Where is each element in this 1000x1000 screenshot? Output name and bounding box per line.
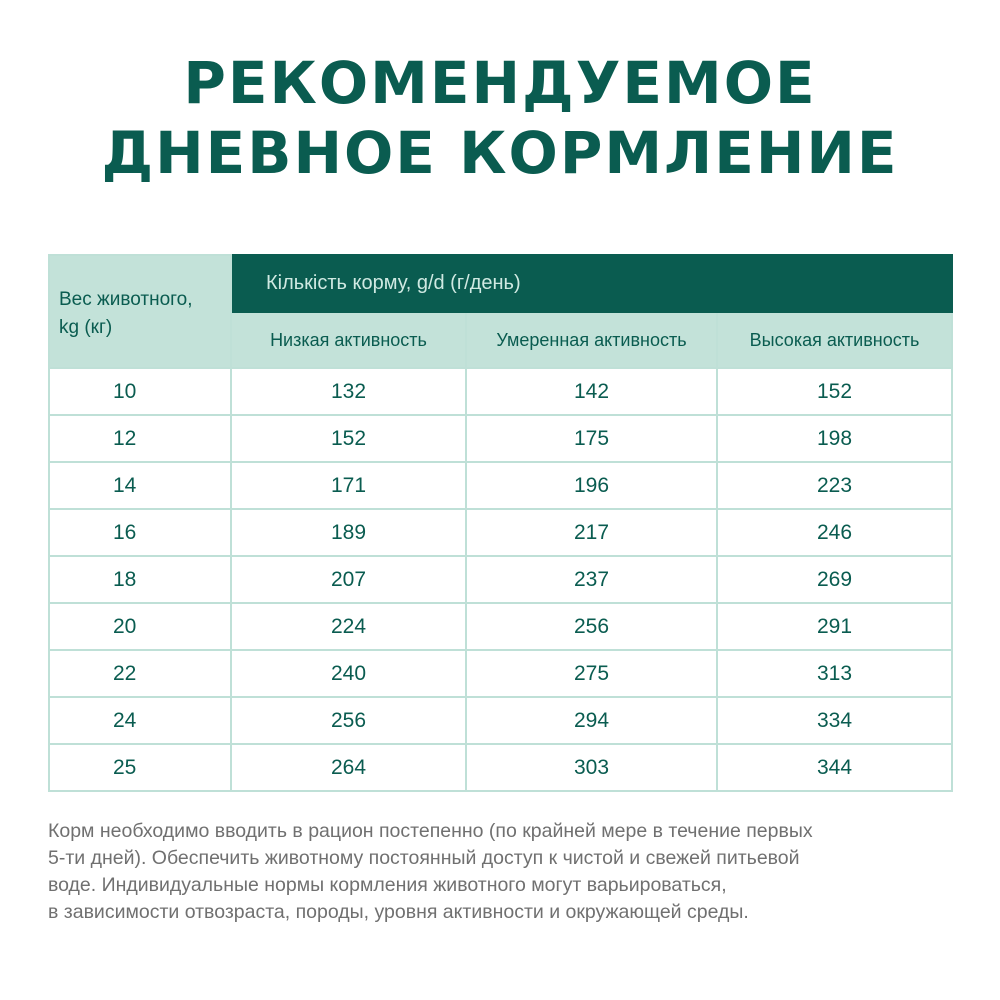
moderate-activity-cell: 275 [466,650,717,697]
high-activity-cell: 313 [717,650,952,697]
amount-group-header: Кількість корму, g/d (г/день) [231,255,952,312]
weight-cell: 25 [49,744,231,791]
moderate-activity-cell: 142 [466,368,717,415]
low-activity-header: Низкая активность [231,312,466,368]
page-title [0,48,1000,188]
table-header-row-top [49,255,952,312]
table-body [49,368,952,791]
high-activity-cell: 198 [717,415,952,462]
note-line-3: воде. Индивидуальные нормы кормления животного могут варьироваться, [48,874,727,896]
low-activity-cell: 189 [231,509,466,556]
high-activity-header: Высокая активность [717,312,952,368]
table-row [49,650,952,697]
moderate-activity-header: Умеренная активность [466,312,717,368]
weight-cell: 14 [49,462,231,509]
low-activity-cell: 207 [231,556,466,603]
low-activity-cell: 240 [231,650,466,697]
weight-cell: 22 [49,650,231,697]
high-activity-cell: 246 [717,509,952,556]
weight-cell: 24 [49,697,231,744]
note-line-2: 5-ти дней). Обеспечить животному постоянный доступ к чистой и свежей питьевой [48,847,800,869]
table-row [49,744,952,791]
weight-cell: 20 [49,603,231,650]
page-title-line-1: РЕКОМЕНДУЕМОЕ [183,49,817,117]
table-row [49,462,952,509]
note-line-4: в зависимости отвозраста, породы, уровня активности и окружающей среды. [48,901,749,923]
table-row [49,368,952,415]
weight-cell: 16 [49,509,231,556]
high-activity-cell: 334 [717,697,952,744]
table-row [49,697,952,744]
high-activity-cell: 269 [717,556,952,603]
low-activity-cell: 264 [231,744,466,791]
low-activity-cell: 132 [231,368,466,415]
weight-column-header [49,255,231,368]
weight-header-line-1: Вес животного, [59,289,193,310]
table-row [49,415,952,462]
low-activity-cell: 152 [231,415,466,462]
table-row [49,603,952,650]
high-activity-cell: 152 [717,368,952,415]
moderate-activity-cell: 237 [466,556,717,603]
note-line-1: Корм необходимо вводить в рацион постепенно (по крайней мере в течение первых [48,820,813,842]
table-row [49,509,952,556]
weight-cell: 18 [49,556,231,603]
high-activity-cell: 291 [717,603,952,650]
moderate-activity-cell: 256 [466,603,717,650]
moderate-activity-cell: 303 [466,744,717,791]
moderate-activity-cell: 196 [466,462,717,509]
low-activity-cell: 224 [231,603,466,650]
high-activity-cell: 223 [717,462,952,509]
low-activity-cell: 171 [231,462,466,509]
feeding-note [48,818,968,926]
moderate-activity-cell: 217 [466,509,717,556]
weight-cell: 10 [49,368,231,415]
low-activity-cell: 256 [231,697,466,744]
weight-cell: 12 [49,415,231,462]
table-row [49,556,952,603]
feeding-table [48,254,953,792]
moderate-activity-cell: 175 [466,415,717,462]
high-activity-cell: 344 [717,744,952,791]
weight-header-line-2: kg (кг) [59,317,113,338]
moderate-activity-cell: 294 [466,697,717,744]
page-title-line-2: ДНЕВНОЕ КОРМЛЕНИЕ [101,119,899,187]
